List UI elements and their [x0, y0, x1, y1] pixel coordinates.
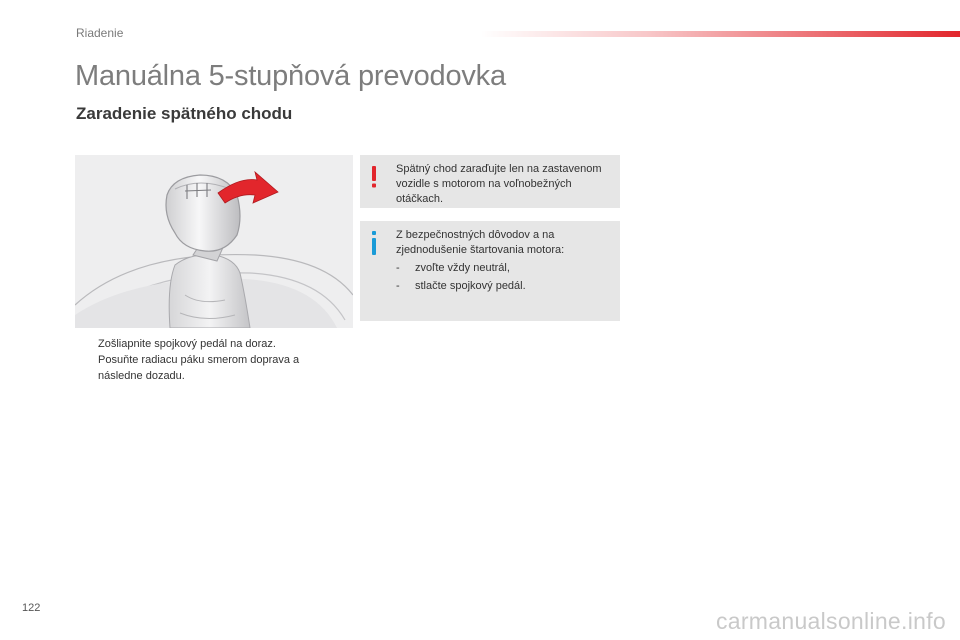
page-number: 122 — [22, 602, 41, 614]
gear-boot — [169, 255, 250, 328]
page-title: Manuálna 5-stupňová prevodovka — [75, 60, 506, 92]
section-heading: Zaradenie spätného chodu — [76, 104, 293, 123]
warning-box — [360, 155, 620, 208]
warning-text: Spätný chod zaraďujte len na zastavenom vozidle s motorom na voľnobežných otáčkach. — [396, 163, 602, 205]
section-label: Riadenie — [76, 26, 124, 40]
list-item — [76, 352, 336, 384]
list-item — [396, 279, 614, 294]
step-text: Posuňte radiacu páku smerom doprava a následne dozadu. — [98, 354, 300, 382]
watermark: carmanualsonline.info — [715, 608, 946, 634]
info-box — [360, 221, 620, 321]
info-intro: Z bezpečnostných dôvodov a na zjednodušenie štartovania motora: — [396, 229, 565, 256]
info-icon — [366, 229, 382, 257]
dash-bullet: - — [396, 262, 400, 274]
info-list — [396, 261, 614, 294]
info-item-text: zvoľte vždy neutrál, — [415, 262, 510, 274]
list-item — [76, 336, 336, 352]
dash-bullet: - — [396, 280, 400, 292]
list-item — [396, 261, 614, 276]
step-text: Zošliapnite spojkový pedál na doraz. — [98, 338, 276, 350]
info-item-text: stlačte spojkový pedál. — [415, 280, 526, 292]
instruction-steps — [76, 336, 336, 384]
exclamation-icon — [366, 163, 382, 191]
gear-shift-illustration — [75, 155, 353, 328]
direction-arrow-icon — [218, 172, 278, 203]
header-accent-bar — [480, 31, 960, 37]
